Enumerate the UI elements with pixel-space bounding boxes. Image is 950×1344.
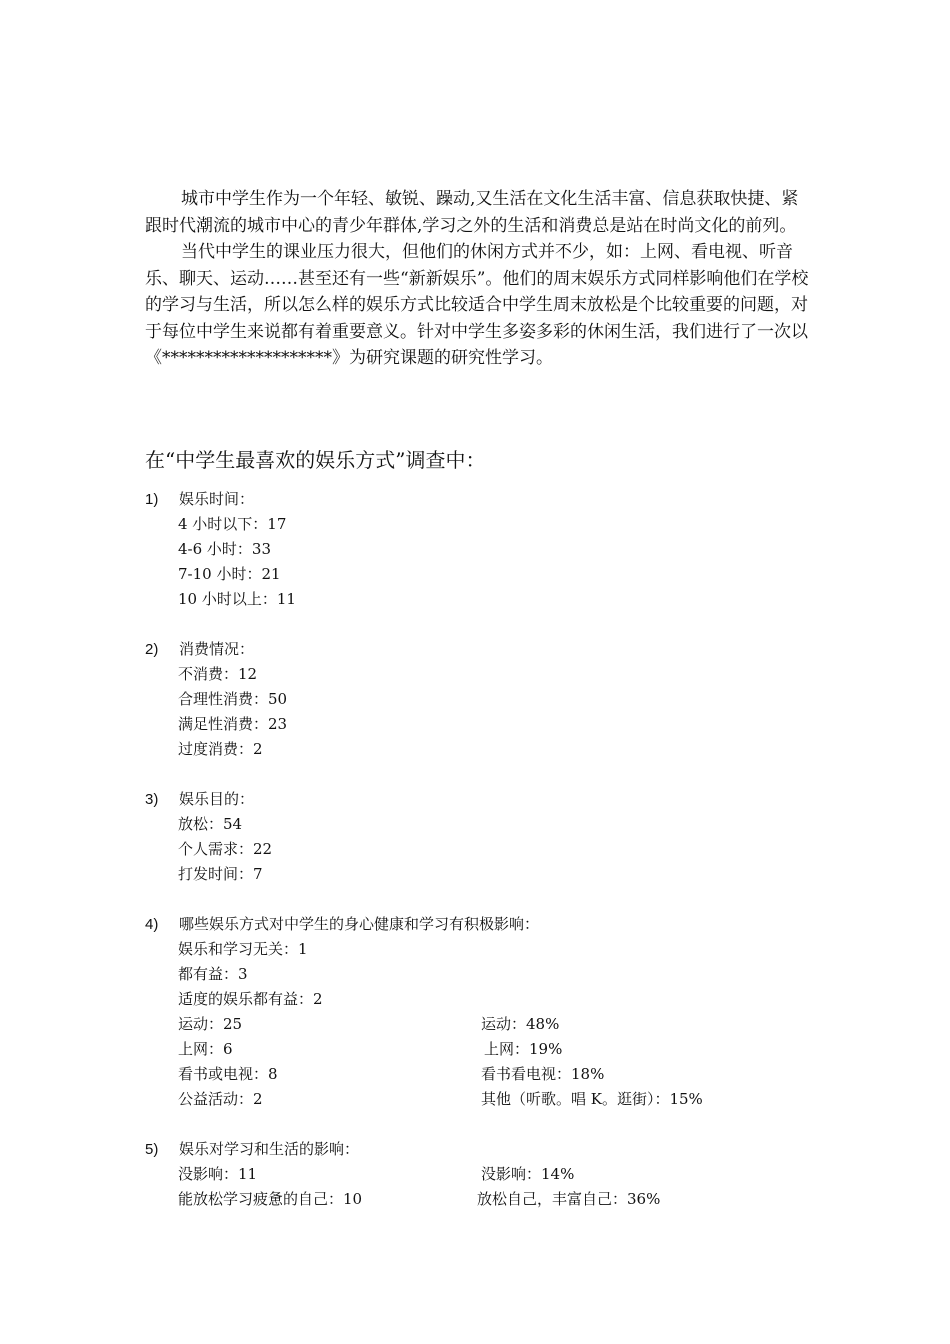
question-title: 娱乐目的： <box>179 790 255 808</box>
answer-item: 娱乐和学习无关：1 <box>178 940 308 958</box>
answer-item: 10 小时以上：11 <box>178 590 296 608</box>
intro-section <box>145 186 810 372</box>
intro-paragraph-1: 城市中学生作为一个年轻、敏锐、躁动,又生活在文化生活丰富、信息获取快捷、紧跟时代潮流的城市中心的青少年群体,学习之外的生活和消费总是站在时尚文化的前列。 <box>145 189 799 236</box>
answer-percent: 看书看电视：18% <box>481 1065 605 1083</box>
answer-item: 不消费：12 <box>178 665 258 683</box>
question-number: 2) <box>145 641 159 658</box>
answer-item: 合理性消费：50 <box>178 690 288 708</box>
answer-item: 4-6 小时：33 <box>178 540 272 558</box>
answer-percent: 其他（听歌。唱 K。逛街）：15% <box>481 1090 703 1108</box>
answer-count: 公益活动：2 <box>178 1090 263 1108</box>
answer-item: 个人需求：22 <box>178 840 273 858</box>
answer-count: 上网：6 <box>178 1040 233 1058</box>
answer-item: 都有益：3 <box>178 965 248 983</box>
question-number: 3) <box>145 791 159 808</box>
answer-percent: 运动：48% <box>481 1015 560 1033</box>
answer-item: 适度的娱乐都有益：2 <box>178 990 323 1008</box>
answer-percent: 没影响：14% <box>481 1165 575 1183</box>
answer-count: 能放松学习疲惫的自己：10 <box>178 1190 363 1208</box>
intro-paragraph-2: 当代中学生的课业压力很大，但他们的休闲方式并不少，如：上网、看电视、听音乐、聊天、运动……甚至还有一些“新新娱乐”。他们的周末娱乐方式同样影响他们在学校的学习与生活，所以怎么样的娱乐方式比较适合中学生周末放松是个比较重要的问题，对于每位中学生来说都有着重要意义。针对中学生多姿多彩的休闲生活，我们进行了一次以《********************》为研究课题的研究性学习。 <box>145 242 809 368</box>
question-number: 1) <box>145 491 159 508</box>
question-number: 5) <box>145 1141 159 1158</box>
answer-item: 打发时间：7 <box>178 865 263 883</box>
question-title: 哪些娱乐方式对中学生的身心健康和学习有积极影响： <box>179 915 540 933</box>
answer-item: 7-10 小时：21 <box>178 565 281 583</box>
answer-item: 过度消费：2 <box>178 740 263 758</box>
answer-count: 没影响：11 <box>178 1165 258 1183</box>
survey-heading: 在“中学生最喜欢的娱乐方式”调查中： <box>145 448 486 472</box>
answer-item: 满足性消费：23 <box>178 715 288 733</box>
question-title: 娱乐时间： <box>179 490 255 508</box>
answer-count: 看书或电视：8 <box>178 1065 278 1083</box>
question-number: 4) <box>145 916 159 933</box>
answer-count: 运动：25 <box>178 1015 243 1033</box>
question-title: 消费情况： <box>179 640 255 658</box>
answer-item: 放松：54 <box>178 815 243 833</box>
question-title: 娱乐对学习和生活的影响： <box>179 1140 360 1158</box>
answer-percent: 上网：19% <box>484 1040 563 1058</box>
answer-item: 4 小时以下：17 <box>178 515 287 533</box>
answer-percent: 放松自己，丰富自己：36% <box>477 1190 661 1208</box>
